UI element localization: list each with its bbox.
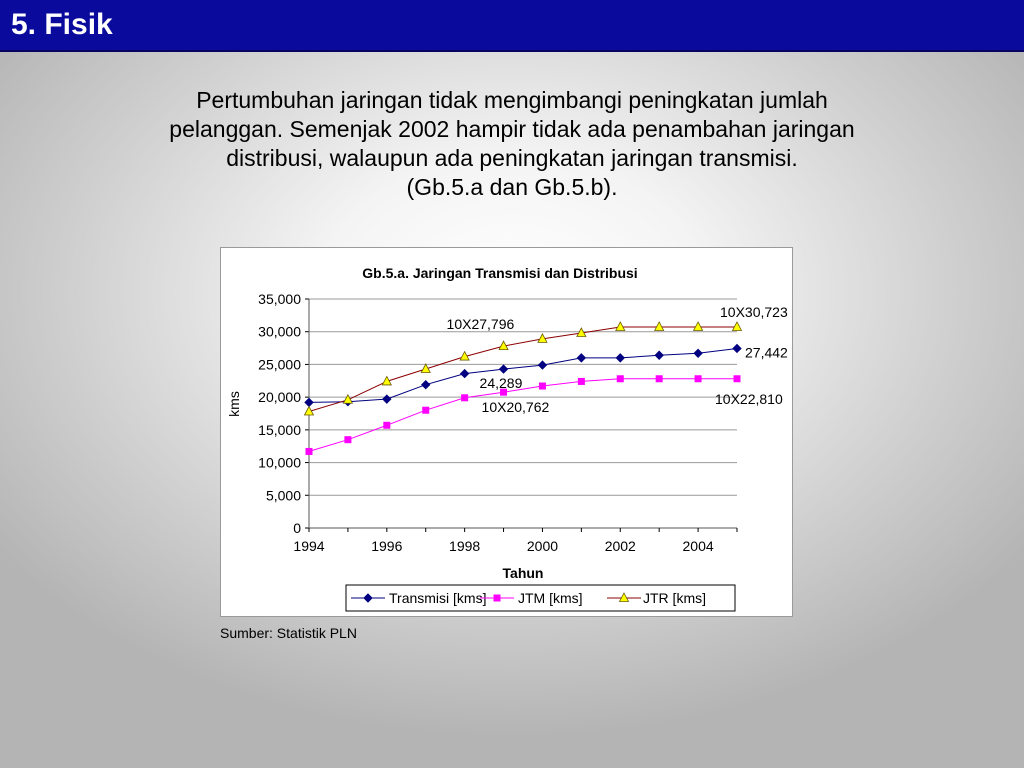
x-tick-label: 1994 (293, 538, 325, 554)
y-tick-label: 35,000 (258, 291, 301, 307)
y-tick-label: 20,000 (258, 389, 301, 406)
legend-label: JTM [kms] (518, 590, 583, 606)
data-label: 10X22,810 (715, 390, 783, 407)
data-point-diamond (383, 395, 391, 403)
legend-label: JTR [kms] (643, 590, 706, 606)
chart-title: Gb.5.a. Jaringan Transmisi dan Distribusi (362, 265, 638, 281)
source-note: Sumber: Statistik PLN (220, 625, 357, 641)
intro-line: pelanggan. Semenjak 2002 hampir tidak ada penambahan jaringan (169, 116, 855, 142)
x-tick-label: 2002 (604, 538, 636, 554)
y-tick-label: 0 (293, 520, 301, 536)
slide-title-bar (0, 0, 1024, 52)
data-point-square (462, 395, 468, 401)
intro-line: distribusi, walaupun ada peningkatan jaringan transmisi. (226, 145, 798, 171)
legend-label: Transmisi [kms] (389, 590, 487, 606)
slide-title: 5. Fisik (11, 8, 113, 41)
data-point-diamond (733, 344, 741, 352)
data-point-square (617, 376, 623, 382)
x-tick-label: 1998 (449, 538, 481, 554)
x-tick-label: 2004 (682, 538, 714, 554)
data-point-diamond (461, 370, 469, 378)
y-axis-label: kms (226, 391, 242, 417)
y-tick-label: 15,000 (258, 421, 301, 438)
x-axis-label: Tahun (502, 565, 544, 581)
data-point-diamond (577, 354, 585, 362)
y-tick-label: 25,000 (258, 356, 301, 373)
data-point-square (656, 376, 662, 382)
intro-paragraph (110, 86, 914, 202)
data-point-triangle (694, 322, 703, 331)
y-tick-label: 5,000 (265, 487, 301, 504)
data-point-diamond (305, 398, 313, 406)
data-point-triangle (733, 322, 742, 331)
data-point-diamond (500, 365, 508, 373)
data-label: 10X20,762 (481, 399, 550, 416)
data-point-square (345, 437, 351, 443)
intro-line: Pertumbuhan jaringan tidak mengimbangi peningkatan jumlah (196, 87, 828, 113)
data-label: 10X30,723 (720, 303, 788, 320)
data-point-triangle (616, 322, 625, 331)
data-point-diamond (538, 361, 546, 369)
data-point-triangle (655, 322, 664, 331)
data-point-square (695, 376, 701, 382)
legend-marker-square (494, 595, 500, 601)
data-label: 10X27,796 (446, 316, 515, 333)
y-tick-label: 30,000 (258, 323, 301, 340)
data-point-square (384, 422, 390, 428)
series-line-diamond (309, 349, 737, 403)
data-point-triangle (343, 395, 352, 404)
chart-container (220, 247, 793, 617)
intro-line: (Gb.5.a dan Gb.5.b). (406, 174, 618, 200)
data-point-diamond (422, 381, 430, 389)
data-point-square (734, 376, 740, 382)
data-point-square (306, 448, 312, 454)
data-point-diamond (616, 354, 624, 362)
data-label: 24,289 (479, 375, 523, 392)
data-point-square (539, 383, 545, 389)
data-point-square (578, 378, 584, 384)
line-chart (221, 248, 792, 616)
data-point-diamond (694, 349, 702, 357)
data-point-diamond (655, 351, 663, 359)
x-tick-label: 2000 (526, 538, 559, 554)
data-label: 27,442 (745, 344, 788, 361)
y-tick-label: 10,000 (258, 454, 301, 471)
data-point-square (423, 407, 429, 413)
x-tick-label: 1996 (371, 538, 403, 554)
